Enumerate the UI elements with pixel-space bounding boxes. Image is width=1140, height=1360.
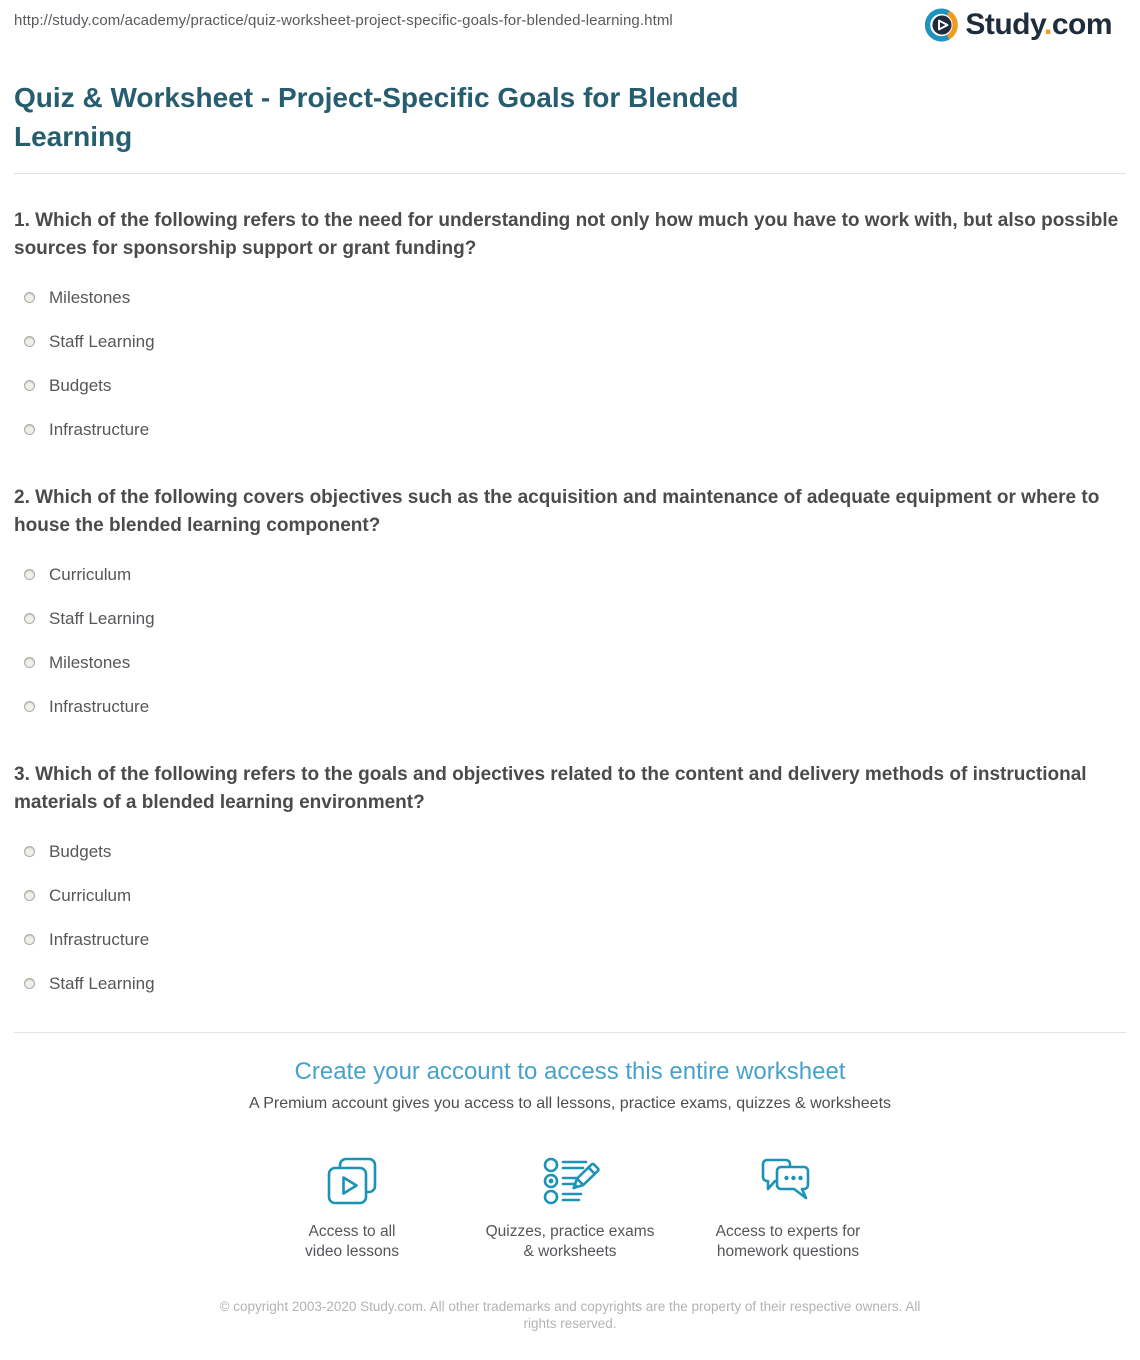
option-label: Budgets xyxy=(49,841,112,861)
cta-subheading: A Premium account gives you access to all lessons, practice exams, quizzes & worksheets xyxy=(248,1095,892,1112)
answer-radio[interactable] xyxy=(24,846,35,857)
logo-wordmark: Study.com xyxy=(965,8,1112,41)
answer-option xyxy=(14,698,1126,715)
answer-radio[interactable] xyxy=(24,657,35,668)
answer-radio[interactable] xyxy=(24,613,35,624)
answer-radio[interactable] xyxy=(24,292,35,303)
answer-radio[interactable] xyxy=(24,890,35,901)
question-text: 1. Which of the following refers to the need for understanding not only how much you have to work with, but also possible sources for sponsorship support or grant funding? xyxy=(14,210,1119,259)
answer-radio[interactable] xyxy=(24,569,35,580)
answer-option xyxy=(14,289,1126,306)
question-block xyxy=(14,484,1126,715)
option-label: Staff Learning xyxy=(49,331,155,351)
option-label: Infrastructure xyxy=(49,696,150,716)
option-label: Milestones xyxy=(49,287,131,307)
answer-option xyxy=(14,931,1126,948)
question-text: 3. Which of the following refers to the goals and objectives related to the content and delivery methods of instructional materials of a blended learning environment? xyxy=(14,764,1087,813)
feature-quizzes-worksheets xyxy=(461,1149,679,1262)
options-list xyxy=(14,566,1126,715)
cta-heading: Create your account to access this entire worksheet xyxy=(294,1058,846,1085)
questions xyxy=(14,207,1126,992)
answer-option xyxy=(14,975,1126,992)
answer-option xyxy=(14,654,1126,671)
answer-option xyxy=(14,610,1126,627)
page-title: Quiz & Worksheet - Project-Specific Goals for Blended Learning xyxy=(14,82,739,152)
answer-option xyxy=(14,333,1126,350)
option-label: Curriculum xyxy=(49,885,132,905)
feature-video-lessons xyxy=(243,1149,461,1262)
video-lessons-icon xyxy=(243,1149,461,1209)
feature-label: Quizzes, practice exams & worksheets xyxy=(485,1223,655,1260)
title-divider xyxy=(14,173,1126,174)
answer-radio[interactable] xyxy=(24,701,35,712)
answer-radio[interactable] xyxy=(24,380,35,391)
cta-divider xyxy=(14,1032,1126,1033)
answer-option xyxy=(14,566,1126,583)
option-label: Curriculum xyxy=(49,564,132,584)
answer-option xyxy=(14,887,1126,904)
features-row xyxy=(14,1149,1126,1262)
answer-radio[interactable] xyxy=(24,934,35,945)
answer-radio[interactable] xyxy=(24,336,35,347)
option-label: Milestones xyxy=(49,652,131,672)
question-block xyxy=(14,207,1126,438)
studycom-play-icon xyxy=(925,8,965,42)
option-label: Staff Learning xyxy=(49,608,155,628)
answer-option xyxy=(14,377,1126,394)
copyright-notice: © copyright 2003-2020 Study.com. All other trademarks and copyrights are the property of their respective owners. All rights reserved. xyxy=(219,1299,921,1331)
answer-option xyxy=(14,843,1126,860)
option-label: Infrastructure xyxy=(49,929,150,949)
feature-experts-chat xyxy=(679,1149,897,1262)
answer-radio[interactable] xyxy=(24,978,35,989)
feature-label: Access to experts for homework questions xyxy=(715,1223,861,1260)
question-block xyxy=(14,761,1126,992)
options-list xyxy=(14,289,1126,438)
experts-chat-icon xyxy=(679,1149,897,1209)
feature-label: Access to all video lessons xyxy=(305,1223,399,1260)
options-list xyxy=(14,843,1126,992)
page-url: http://study.com/academy/practice/quiz-worksheet-project-specific-goals-for-blended-learning.html xyxy=(14,12,673,29)
studycom-logo[interactable] xyxy=(925,8,1112,42)
option-label: Infrastructure xyxy=(49,419,150,439)
answer-option xyxy=(14,421,1126,438)
option-label: Staff Learning xyxy=(49,973,155,993)
header xyxy=(14,0,1126,48)
option-label: Budgets xyxy=(49,375,112,395)
answer-radio[interactable] xyxy=(24,424,35,435)
question-text: 2. Which of the following covers objectives such as the acquisition and maintenance of adequate equipment or where to house the blended learning component? xyxy=(14,487,1100,536)
quizzes-worksheets-icon xyxy=(461,1149,679,1209)
